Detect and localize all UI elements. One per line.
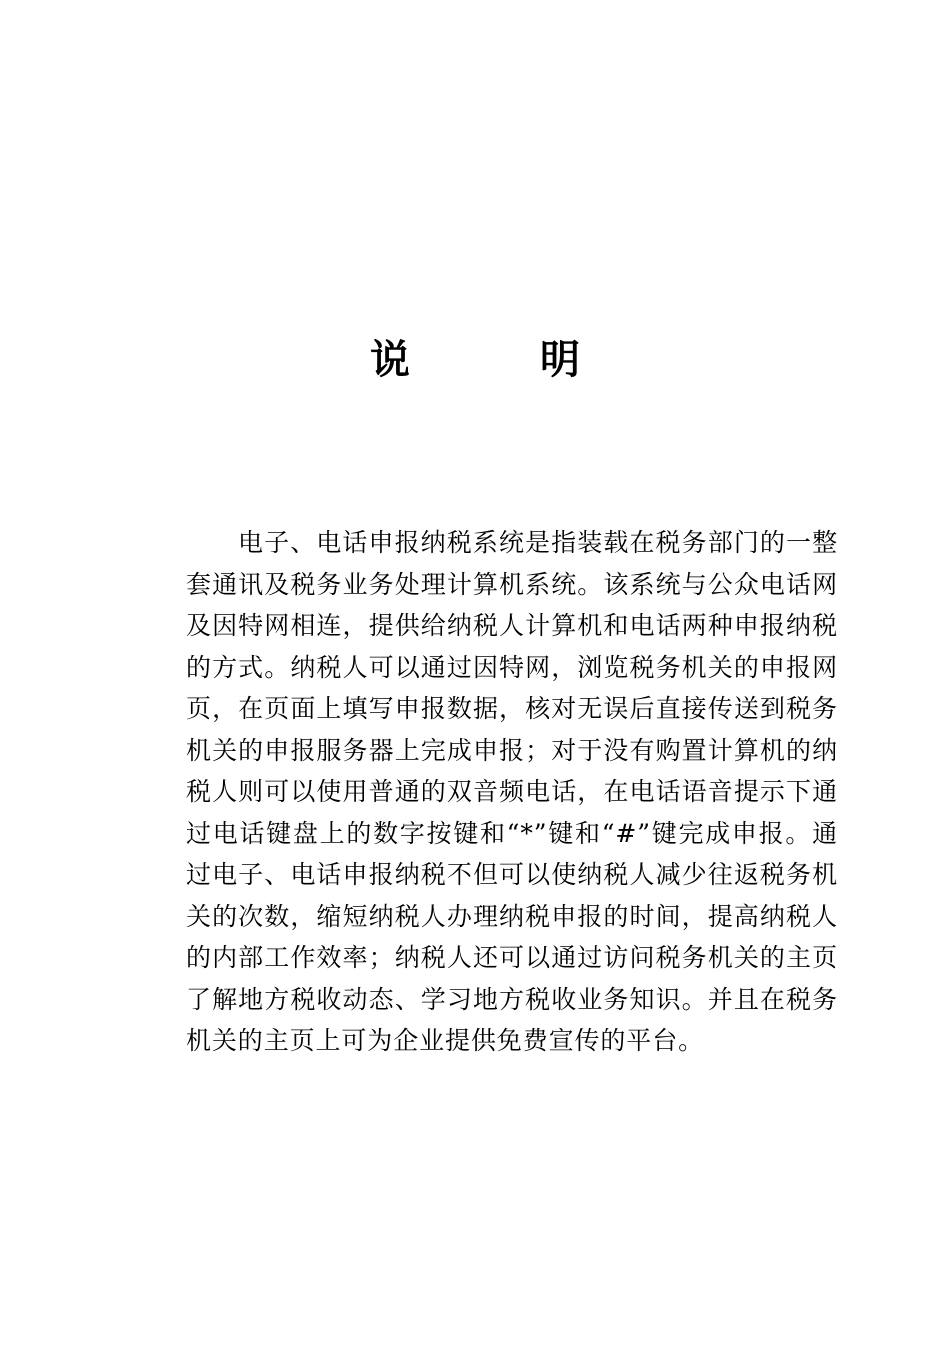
page-title: 说 明 [370,337,638,383]
body-paragraph: 电子、电话申报纳税系统是指装载在税务部门的一整套通讯及税务业务处理计算机系统。该系统与公众电话网及因特网相连，提供给纳税人计算机和电话两种申报纳税的方式。纳税人可以通过因特网，浏览税务机关的申报网页，在页面上填写申报数据，核对无误后直接传送到税务机关的申报服务器上完成申报；对于没有购置计算机的纳税人则可以使用普通的双音频电话，在电话语音提示下通过电话键盘上的数字按键和“*”键和“#”键完成申报。通过电子、电话申报纳税不但可以使纳税人减少往返税务机关的次数，缩短纳税人办理纳税申报的时间，提高纳税人的内部工作效率；纳税人还可以通过访问税务机关的主页了解地方税收动态、学习地方税收业务知识。并且在税务机关的主页上可为企业提供免费宣传的平台。 [186,528,838,1055]
